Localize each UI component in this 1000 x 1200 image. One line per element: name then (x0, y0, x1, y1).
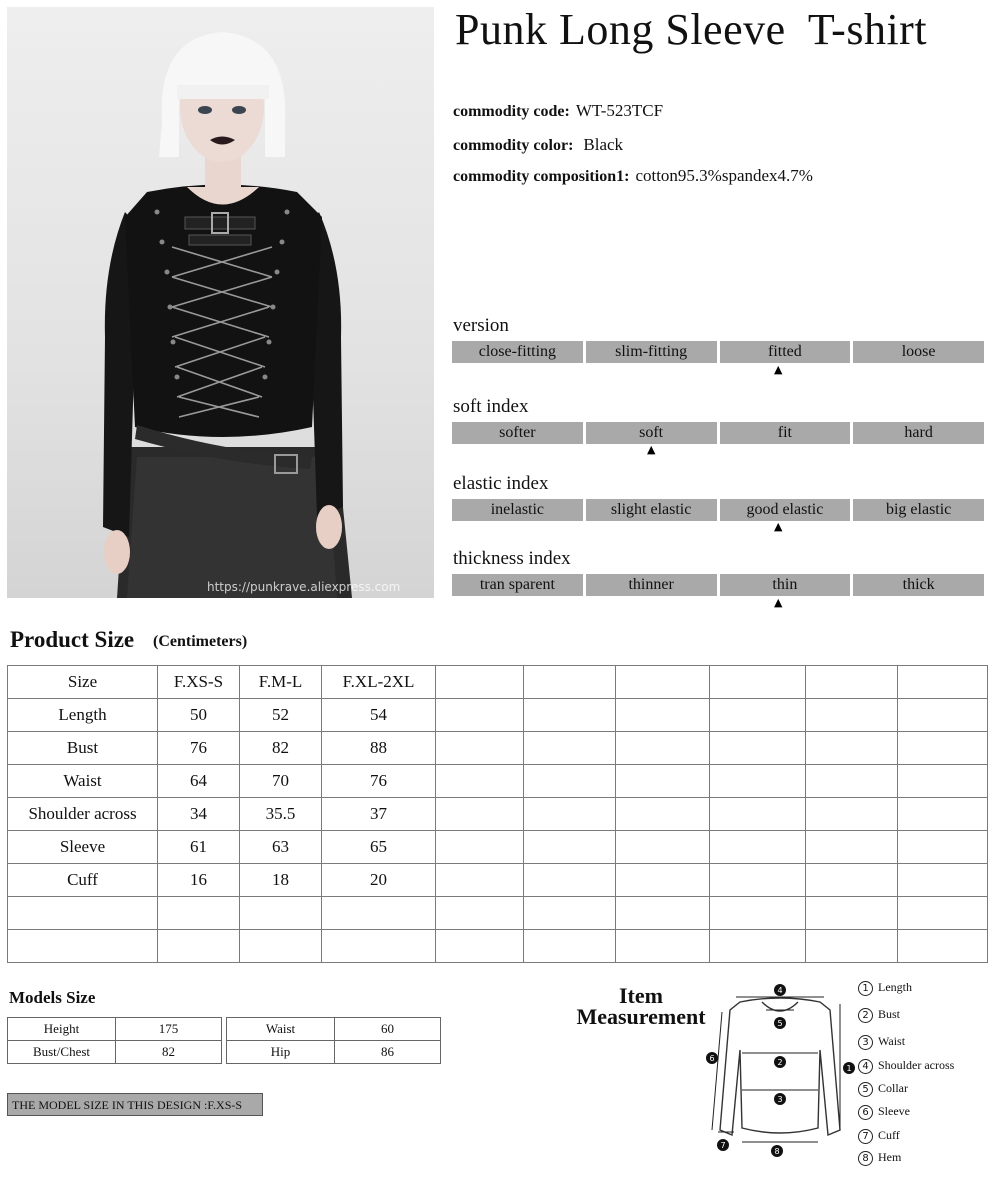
thickness-index-option: thin (720, 574, 851, 596)
size-cell: F.XL-2XL (322, 666, 436, 699)
legend-number: 3 (858, 1035, 873, 1050)
diagram-number: 4 (777, 986, 783, 995)
product-photo (7, 7, 434, 598)
legend-label: Waist (878, 1034, 906, 1048)
table-row (8, 831, 988, 864)
version-option: close-fitting (452, 341, 583, 363)
models-table-right (226, 1017, 441, 1064)
soft-index-option: soft (586, 422, 717, 444)
thickness-index-option: tran sparent (452, 574, 583, 596)
size-cell: 50 (158, 699, 240, 732)
table-row (227, 1041, 441, 1064)
size-cell (616, 666, 710, 699)
elastic-index-option: good elastic (720, 499, 851, 521)
size-cell (710, 798, 806, 831)
size-cell (710, 897, 806, 930)
size-cell (898, 831, 988, 864)
model-illustration (7, 7, 434, 598)
legend-item (858, 980, 912, 996)
size-cell: 82 (240, 732, 322, 765)
size-cell (524, 897, 616, 930)
size-row-label: Bust (8, 732, 158, 765)
size-cell (524, 666, 616, 699)
legend-number: 5 (858, 1082, 873, 1097)
size-row-label: Waist (8, 765, 158, 798)
size-cell (322, 930, 436, 963)
size-cell (616, 765, 710, 798)
soft-index-option: softer (452, 422, 583, 444)
size-cell (436, 666, 524, 699)
size-cell (898, 765, 988, 798)
elastic-index-option: slight elastic (586, 499, 717, 521)
size-cell (898, 666, 988, 699)
size-row-label (8, 930, 158, 963)
legend-item (858, 1058, 954, 1074)
size-cell (616, 732, 710, 765)
elastic-index-selected-marker: ▲ (774, 520, 783, 533)
info-commodity-composition (453, 166, 813, 186)
model-measure-value: 82 (116, 1041, 222, 1064)
size-cell (240, 897, 322, 930)
size-row-label: Cuff (8, 864, 158, 897)
table-row (8, 765, 988, 798)
size-row-label: Shoulder across (8, 798, 158, 831)
models-size-title: Models Size (9, 988, 96, 1007)
size-cell (806, 930, 898, 963)
legend-number: 7 (858, 1129, 873, 1144)
legend-number: 1 (858, 981, 873, 996)
size-cell (616, 831, 710, 864)
size-cell (898, 798, 988, 831)
size-cell (710, 831, 806, 864)
photo-watermark: https://punkrave.aliexpress.com (207, 580, 401, 594)
size-cell: 52 (240, 699, 322, 732)
size-cell (524, 699, 616, 732)
table-row (8, 699, 988, 732)
table-row (8, 930, 988, 963)
legend-label: Cuff (878, 1128, 900, 1142)
product-size-table (7, 665, 988, 963)
measurement-diagram (700, 980, 860, 1165)
size-cell (158, 897, 240, 930)
models-table-left (7, 1017, 222, 1064)
elastic-index-option: big elastic (853, 499, 984, 521)
model-measure-value: 86 (335, 1041, 441, 1064)
size-cell: 88 (322, 732, 436, 765)
version-scale (452, 341, 984, 363)
size-cell: 35.5 (240, 798, 322, 831)
item-measurement-title (560, 985, 722, 1027)
size-cell (898, 732, 988, 765)
size-cell (616, 930, 710, 963)
size-cell (806, 831, 898, 864)
diagram-number: 5 (777, 1019, 783, 1028)
size-cell (616, 897, 710, 930)
size-cell: F.M-L (240, 666, 322, 699)
legend-number: 4 (858, 1059, 873, 1074)
thickness-index-selected-marker: ▲ (774, 596, 783, 609)
version-option: loose (853, 341, 984, 363)
size-cell (710, 765, 806, 798)
diagram-number: 1 (846, 1064, 852, 1073)
legend-item (858, 1150, 901, 1166)
thickness-index-option: thick (853, 574, 984, 596)
size-cell: 76 (322, 765, 436, 798)
size-cell: 64 (158, 765, 240, 798)
size-cell (436, 831, 524, 864)
size-cell (322, 897, 436, 930)
item-measurement-title-line1: Item (619, 983, 663, 1008)
size-cell (806, 864, 898, 897)
size-cell (806, 732, 898, 765)
size-cell: 70 (240, 765, 322, 798)
size-cell (898, 699, 988, 732)
size-cell (898, 897, 988, 930)
size-cell (806, 798, 898, 831)
size-cell (806, 666, 898, 699)
version-option: slim-fitting (586, 341, 717, 363)
size-cell (436, 897, 524, 930)
info-value: WT-523TCF (575, 101, 664, 120)
info-value: cotton95.3%spandex4.7% (635, 166, 813, 185)
size-cell: 54 (322, 699, 436, 732)
legend-label: Sleeve (878, 1104, 910, 1118)
model-measure-label: Hip (227, 1041, 335, 1064)
size-cell (436, 798, 524, 831)
model-measure-label: Bust/Chest (8, 1041, 116, 1064)
product-size-unit: (Centimeters) (153, 633, 248, 650)
soft-index-option: fit (720, 422, 851, 444)
legend-item (858, 1081, 908, 1097)
size-cell (158, 930, 240, 963)
info-label: commodity composition1: (453, 168, 630, 185)
size-cell: F.XS-S (158, 666, 240, 699)
size-row-label: Sleeve (8, 831, 158, 864)
size-cell (806, 765, 898, 798)
diagram-number: 6 (709, 1054, 715, 1063)
size-cell (806, 699, 898, 732)
legend-item (858, 1128, 900, 1144)
size-cell (524, 765, 616, 798)
diagram-number: 2 (777, 1058, 783, 1067)
size-cell (524, 732, 616, 765)
size-cell (436, 864, 524, 897)
size-cell: 20 (322, 864, 436, 897)
size-cell (616, 864, 710, 897)
table-row (8, 1041, 222, 1064)
info-label: commodity color: (453, 137, 574, 154)
model-measure-label: Waist (227, 1018, 335, 1041)
elastic-index-option: inelastic (452, 499, 583, 521)
table-row (8, 1018, 222, 1041)
soft-index-title: soft index (453, 396, 529, 417)
legend-label: Collar (878, 1081, 908, 1095)
size-cell (524, 930, 616, 963)
size-cell (616, 699, 710, 732)
table-row (227, 1018, 441, 1041)
size-cell: 16 (158, 864, 240, 897)
size-cell: 76 (158, 732, 240, 765)
size-cell (436, 930, 524, 963)
size-cell: 65 (322, 831, 436, 864)
legend-label: Hem (878, 1150, 902, 1164)
size-cell (436, 765, 524, 798)
size-cell (710, 699, 806, 732)
product-title: Punk Long Sleeve T-shirt (455, 5, 928, 54)
legend-label: Length (878, 980, 912, 994)
legend-item (858, 1104, 910, 1120)
size-cell (436, 732, 524, 765)
size-cell (806, 897, 898, 930)
size-cell: 34 (158, 798, 240, 831)
thickness-index-option: thinner (586, 574, 717, 596)
size-cell (898, 864, 988, 897)
size-row-label: Size (8, 666, 158, 699)
diagram-number: 8 (774, 1147, 780, 1156)
legend-label: Shoulder across (878, 1058, 955, 1072)
elastic-index-scale (452, 499, 984, 521)
model-size-note: THE MODEL SIZE IN THIS DESIGN :F.XS-S (7, 1093, 263, 1116)
size-cell: 61 (158, 831, 240, 864)
legend-number: 2 (858, 1008, 873, 1023)
legend-number: 8 (858, 1151, 873, 1166)
version-title: version (453, 315, 509, 336)
size-cell (710, 930, 806, 963)
soft-index-option: hard (853, 422, 984, 444)
product-size-title: Product Size (10, 627, 135, 652)
legend-label: Bust (878, 1007, 901, 1021)
size-cell (524, 864, 616, 897)
model-measure-label: Height (8, 1018, 116, 1041)
elastic-index-title: elastic index (453, 473, 549, 494)
size-cell (524, 831, 616, 864)
version-option: fitted (720, 341, 851, 363)
size-cell (524, 798, 616, 831)
info-commodity-color (453, 135, 623, 155)
size-cell (710, 864, 806, 897)
size-cell (710, 666, 806, 699)
diagram-number: 7 (720, 1141, 726, 1150)
info-label: commodity code: (453, 103, 570, 120)
size-cell (898, 930, 988, 963)
thickness-index-title: thickness index (453, 548, 571, 569)
model-measure-value: 60 (335, 1018, 441, 1041)
model-measure-value: 175 (116, 1018, 222, 1041)
size-cell (616, 798, 710, 831)
diagram-number: 3 (777, 1095, 783, 1104)
version-selected-marker: ▲ (774, 363, 783, 376)
size-cell (710, 732, 806, 765)
legend-item (858, 1034, 905, 1050)
size-cell: 63 (240, 831, 322, 864)
size-cell: 18 (240, 864, 322, 897)
table-row (8, 897, 988, 930)
info-value: Black (583, 135, 624, 154)
size-cell: 37 (322, 798, 436, 831)
table-row (8, 864, 988, 897)
size-row-label (8, 897, 158, 930)
table-row (8, 798, 988, 831)
item-measurement-title-line2: Measurement (576, 1004, 706, 1029)
table-row (8, 732, 988, 765)
thickness-index-scale (452, 574, 984, 596)
size-cell (436, 699, 524, 732)
size-cell (240, 930, 322, 963)
legend-number: 6 (858, 1105, 873, 1120)
legend-item (858, 1007, 900, 1023)
soft-index-scale (452, 422, 984, 444)
table-header-row (8, 666, 988, 699)
size-row-label: Length (8, 699, 158, 732)
info-commodity-code (453, 101, 663, 121)
soft-index-selected-marker: ▲ (647, 443, 656, 456)
